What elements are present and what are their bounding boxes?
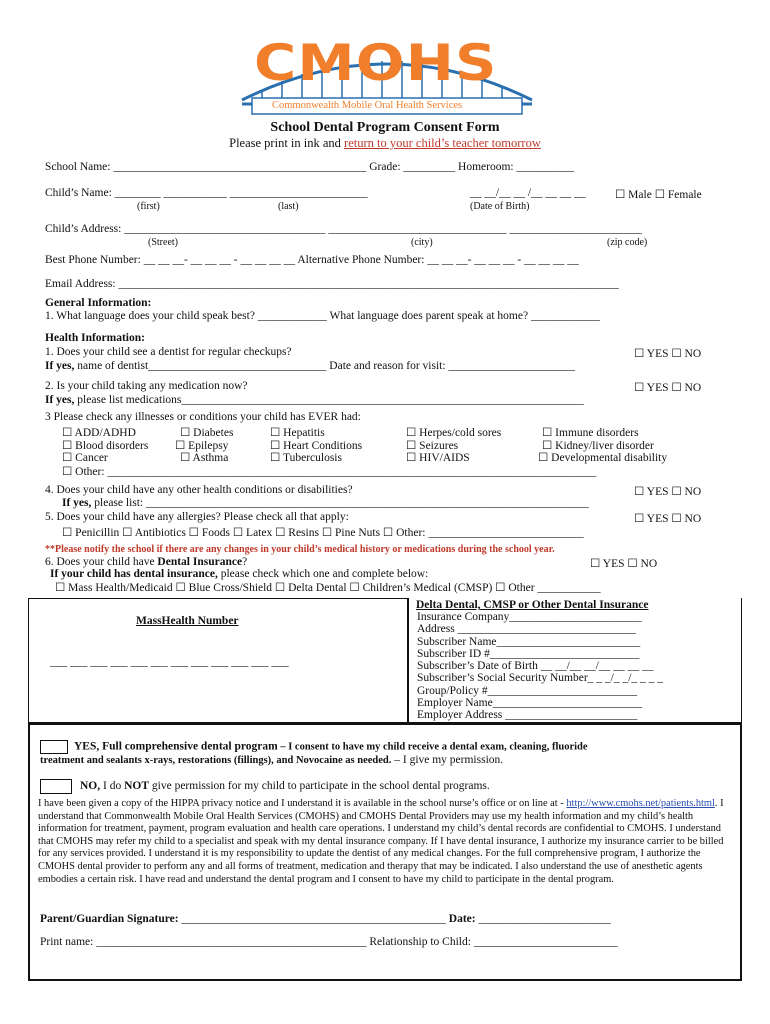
illness-question: 3 Please check any illnesses or conditions your child has EVER had: bbox=[45, 411, 361, 423]
hippa-text-2: . I understand that Commonwealth Mobile Oral Health Services (CMOHS) and CMOHS Dental Providers may use my health information and my child’s health information for treatment, payment, program evaluation and health care operations. I understand my child’s dental records are confidential to CMOHS. I understand that CMOHS may refer my child to a specialist and speak with my dental insurance company. If I have dental insurance, I authorize my insurance carrier to be billed for any services provided. I understand it is my responsibility to update the dentist of any medical changes. For the full comprehensive program, I authorize the CMOHS dental provider to perform any and all forms of treatment, medication and therapy that may be indicated. I also understand the use of anesthetic agents embodies a certain risk. I have read and understand the dental program and I consent to have my child to participate in the dental program. bbox=[38, 798, 724, 885]
illness-item[interactable]: ☐ Kidney/liver disorder bbox=[542, 439, 654, 452]
masshealth-number-field[interactable]: ___ ___ ___ ___ ___ ___ ___ ___ ___ ___ ___ ___ bbox=[50, 656, 289, 668]
subscriber-name-field[interactable]: Subscriber Name_________________________ bbox=[417, 635, 641, 648]
logo-tagline: Commonwealth Mobile Oral Health Services bbox=[272, 100, 463, 111]
no-not: NOT bbox=[124, 780, 150, 793]
illness-item[interactable]: ☐ Cancer bbox=[62, 452, 108, 464]
consent-yes-line2 bbox=[40, 754, 503, 766]
illness-item[interactable]: ☐ ADD/ADHD bbox=[62, 427, 136, 439]
illness-item[interactable]: ☐ Diabetes bbox=[180, 427, 234, 439]
form-title: School Dental Program Consent Form bbox=[270, 120, 500, 135]
q6-bold: Dental Insurance bbox=[157, 556, 243, 568]
address-field[interactable]: Child’s Address: ___________________________________ _______________________________ _______________________ bbox=[45, 223, 642, 235]
health-heading: Health Information: bbox=[45, 332, 145, 344]
general-heading: General Information: bbox=[45, 297, 152, 309]
insurance-address-field[interactable]: Address _______________________________ bbox=[417, 623, 636, 636]
employer-address-field[interactable]: Employer Address _______________________ bbox=[417, 709, 638, 722]
medication-yes-no[interactable]: ☐ YES ☐ NO bbox=[634, 382, 702, 394]
insurance-if: please check which one and complete below: bbox=[217, 568, 429, 580]
print-name-row[interactable] bbox=[40, 936, 618, 948]
checkups-question: 1. Does your child see a dentist for regular checkups? bbox=[45, 346, 292, 358]
insurance-options[interactable]: ☐ Mass Health/Medicaid ☐ Blue Cross/Shield ☐ Delta Dental ☐ Children’s Medical (CMSP) ☐ Other ___________ bbox=[55, 582, 601, 594]
delta-fields[interactable] bbox=[417, 611, 663, 722]
consent-yes-checkbox[interactable] bbox=[40, 740, 68, 754]
last-name-caption: (last) bbox=[278, 201, 299, 212]
illness-item[interactable]: ☐ Heart Conditions bbox=[270, 439, 363, 452]
consent-yes-row bbox=[40, 740, 588, 754]
yes-line2-bold: treatment and sealants x-rays, restorations (fillings), and Novocaine as needed. bbox=[40, 755, 392, 766]
allergies-question: 5. Does your child have any allergies? Please check all that apply: bbox=[45, 511, 349, 523]
relationship-line[interactable]: _________________________ bbox=[473, 936, 618, 948]
language-question[interactable]: 1. What language does your child speak best? ____________ What language does parent speak at home? ____________ bbox=[45, 310, 600, 322]
patients-link[interactable]: http://www.cmohs.net/patients.html bbox=[566, 798, 715, 809]
illness-item[interactable]: ☐ Blood disorders bbox=[62, 439, 149, 452]
logo-wordmark: CMOHS bbox=[254, 34, 498, 92]
phone-fields[interactable]: Best Phone Number: __ __ __- __ __ __ - __ __ __ __ Alternative Phone Number: __ __ __- __ __ __ - __ __ __ __ bbox=[45, 254, 579, 266]
group-policy-field[interactable]: Group/Policy #__________________________ bbox=[417, 684, 638, 697]
medication-question: 2. Is your child taking any medication now? bbox=[45, 380, 248, 392]
insurance-instructions bbox=[50, 568, 428, 580]
signature-label: Parent/Guardian Signature: bbox=[40, 913, 179, 925]
yes-line2: – I give my permission. bbox=[391, 754, 504, 766]
form-subtitle bbox=[0, 136, 770, 151]
allergy-checkboxes[interactable]: ☐ Penicillin ☐ Antibiotics ☐ Foods ☐ Latex ☐ Resins ☐ Pine Nuts ☐ Other: ___________________________ bbox=[62, 527, 584, 539]
no-mid: I do bbox=[100, 780, 125, 793]
insurance-if-bold: If your child has dental insurance, bbox=[50, 568, 218, 580]
city-caption: (city) bbox=[411, 237, 433, 248]
insurance-company-field[interactable]: Insurance Company_______________________ bbox=[417, 611, 642, 623]
date-line[interactable]: _______________________ bbox=[475, 913, 611, 925]
checkups-yes-no[interactable]: ☐ YES ☐ NO bbox=[634, 348, 702, 360]
print-name-label: Print name: bbox=[40, 936, 97, 948]
if-yes-label: If yes, bbox=[45, 360, 75, 372]
gender-checkboxes[interactable]: ☐ Male ☐ Female bbox=[615, 189, 702, 201]
delta-title: Delta Dental, CMSP or Other Dental Insurance bbox=[416, 599, 649, 611]
subscriber-dob-field[interactable]: Subscriber’s Date of Birth __ __/__ __/__ __ __ __ bbox=[417, 660, 654, 673]
hippa-paragraph bbox=[38, 798, 728, 886]
no-rest: give permission for my child to participate in the school dental programs. bbox=[149, 780, 490, 793]
dentist-line: name of dentist_______________________________ Date and reason for visit: ______________________ bbox=[74, 360, 575, 372]
illness-item[interactable]: ☐ Hepatitis bbox=[270, 427, 325, 439]
if-yes-label: If yes, bbox=[45, 394, 75, 406]
yes-label: YES bbox=[74, 740, 97, 753]
notify-notice: **Please notify the school if there are any changes in your child’s medical history or medications during the school year. bbox=[45, 544, 555, 555]
consent-no-checkbox[interactable] bbox=[40, 779, 72, 794]
consent-no-row bbox=[40, 779, 490, 794]
child-name-field[interactable]: Child’s Name: ________ ___________ ________________________ bbox=[45, 187, 368, 199]
dob-caption: (Date of Birth) bbox=[470, 201, 530, 212]
illness-col-2[interactable] bbox=[175, 427, 233, 465]
illness-other-field[interactable]: ☐ Other: _____________________________________________________________________________________ bbox=[62, 466, 597, 478]
cmohs-logo bbox=[232, 34, 542, 120]
illness-item[interactable]: ☐ Immune disorders bbox=[542, 427, 639, 439]
signature-row[interactable] bbox=[40, 913, 611, 925]
relationship-label: Relationship to Child: bbox=[366, 936, 474, 948]
dentist-name-field[interactable] bbox=[45, 360, 575, 372]
illness-item[interactable]: ☐ Seizures bbox=[406, 439, 459, 452]
illness-item[interactable]: ☐ HIV/AIDS bbox=[406, 452, 470, 464]
illness-item[interactable]: ☐ Epilepsy bbox=[175, 439, 229, 452]
illness-item[interactable]: ☐ Herpes/cold sores bbox=[406, 427, 502, 439]
dob-field[interactable]: __ __/__ __ /__ __ __ __ bbox=[470, 187, 586, 199]
conditions-line: please list: _____________________________________________________________________________ bbox=[91, 497, 589, 509]
q6-post: ? bbox=[242, 556, 248, 568]
conditions-question: 4. Does your child have any other health conditions or disabilities? bbox=[45, 484, 353, 496]
medication-line: please list medications______________________________________________________________________ bbox=[74, 394, 584, 406]
q6-pre: 6. Does your child have bbox=[45, 556, 158, 568]
yes-desc: – I consent to have my child receive a dental exam, cleaning, fluoride bbox=[277, 741, 588, 753]
yes-label-2: , Full comprehensive dental program bbox=[96, 740, 278, 753]
first-name-caption: (first) bbox=[137, 201, 160, 212]
illness-item[interactable]: ☐ Asthma bbox=[180, 452, 229, 464]
insurance-yes-no[interactable]: ☐ YES ☐ NO bbox=[590, 558, 658, 570]
illness-col-4[interactable] bbox=[406, 427, 501, 465]
illness-item[interactable]: ☐ Developmental disability bbox=[538, 452, 668, 464]
zip-caption: (zip code) bbox=[607, 237, 648, 248]
no-label: NO, bbox=[80, 780, 101, 793]
employer-name-field[interactable]: Employer Name__________________________ bbox=[417, 697, 643, 710]
school-name-field[interactable]: School Name: ____________________________________________ Grade: _________ Homeroom: __________ bbox=[45, 161, 574, 173]
if-yes-label: If yes, bbox=[62, 497, 92, 509]
medication-list-field[interactable] bbox=[45, 394, 584, 406]
illness-col-1[interactable] bbox=[62, 427, 148, 465]
email-field[interactable]: Email Address: _______________________________________________________________________________________ bbox=[45, 278, 619, 290]
illness-col-5[interactable] bbox=[538, 427, 667, 465]
hippa-text-1: I have been given a copy of the HIPPA privacy notice and I understand it is available in the school nurse’s office or on line at - bbox=[38, 798, 564, 809]
subscriber-id-field[interactable]: Subscriber ID #__________________________ bbox=[417, 647, 640, 660]
subtitle-text: Please print in ink and bbox=[229, 136, 345, 150]
print-name-line[interactable]: _______________________________________________ bbox=[96, 936, 367, 948]
date-label: Date: bbox=[448, 913, 476, 925]
subtitle-link[interactable]: return to your child’s teacher tomorrow bbox=[344, 136, 541, 150]
conditions-yes-no[interactable]: ☐ YES ☐ NO bbox=[634, 486, 702, 498]
insurance-question bbox=[45, 556, 247, 568]
allergies-yes-no[interactable]: ☐ YES ☐ NO bbox=[634, 513, 702, 525]
street-caption: (Street) bbox=[148, 237, 178, 248]
conditions-list-field[interactable] bbox=[62, 497, 589, 509]
signature-line[interactable]: ______________________________________________ bbox=[178, 913, 446, 925]
illness-item[interactable]: ☐ Tuberculosis bbox=[270, 452, 342, 464]
illness-col-3[interactable] bbox=[270, 427, 362, 465]
masshealth-title: MassHealth Number bbox=[136, 615, 239, 627]
subscriber-ssn-field[interactable]: Subscriber’s Social Security Number_ _ _/_ _/_ _ _ _ bbox=[417, 672, 664, 685]
